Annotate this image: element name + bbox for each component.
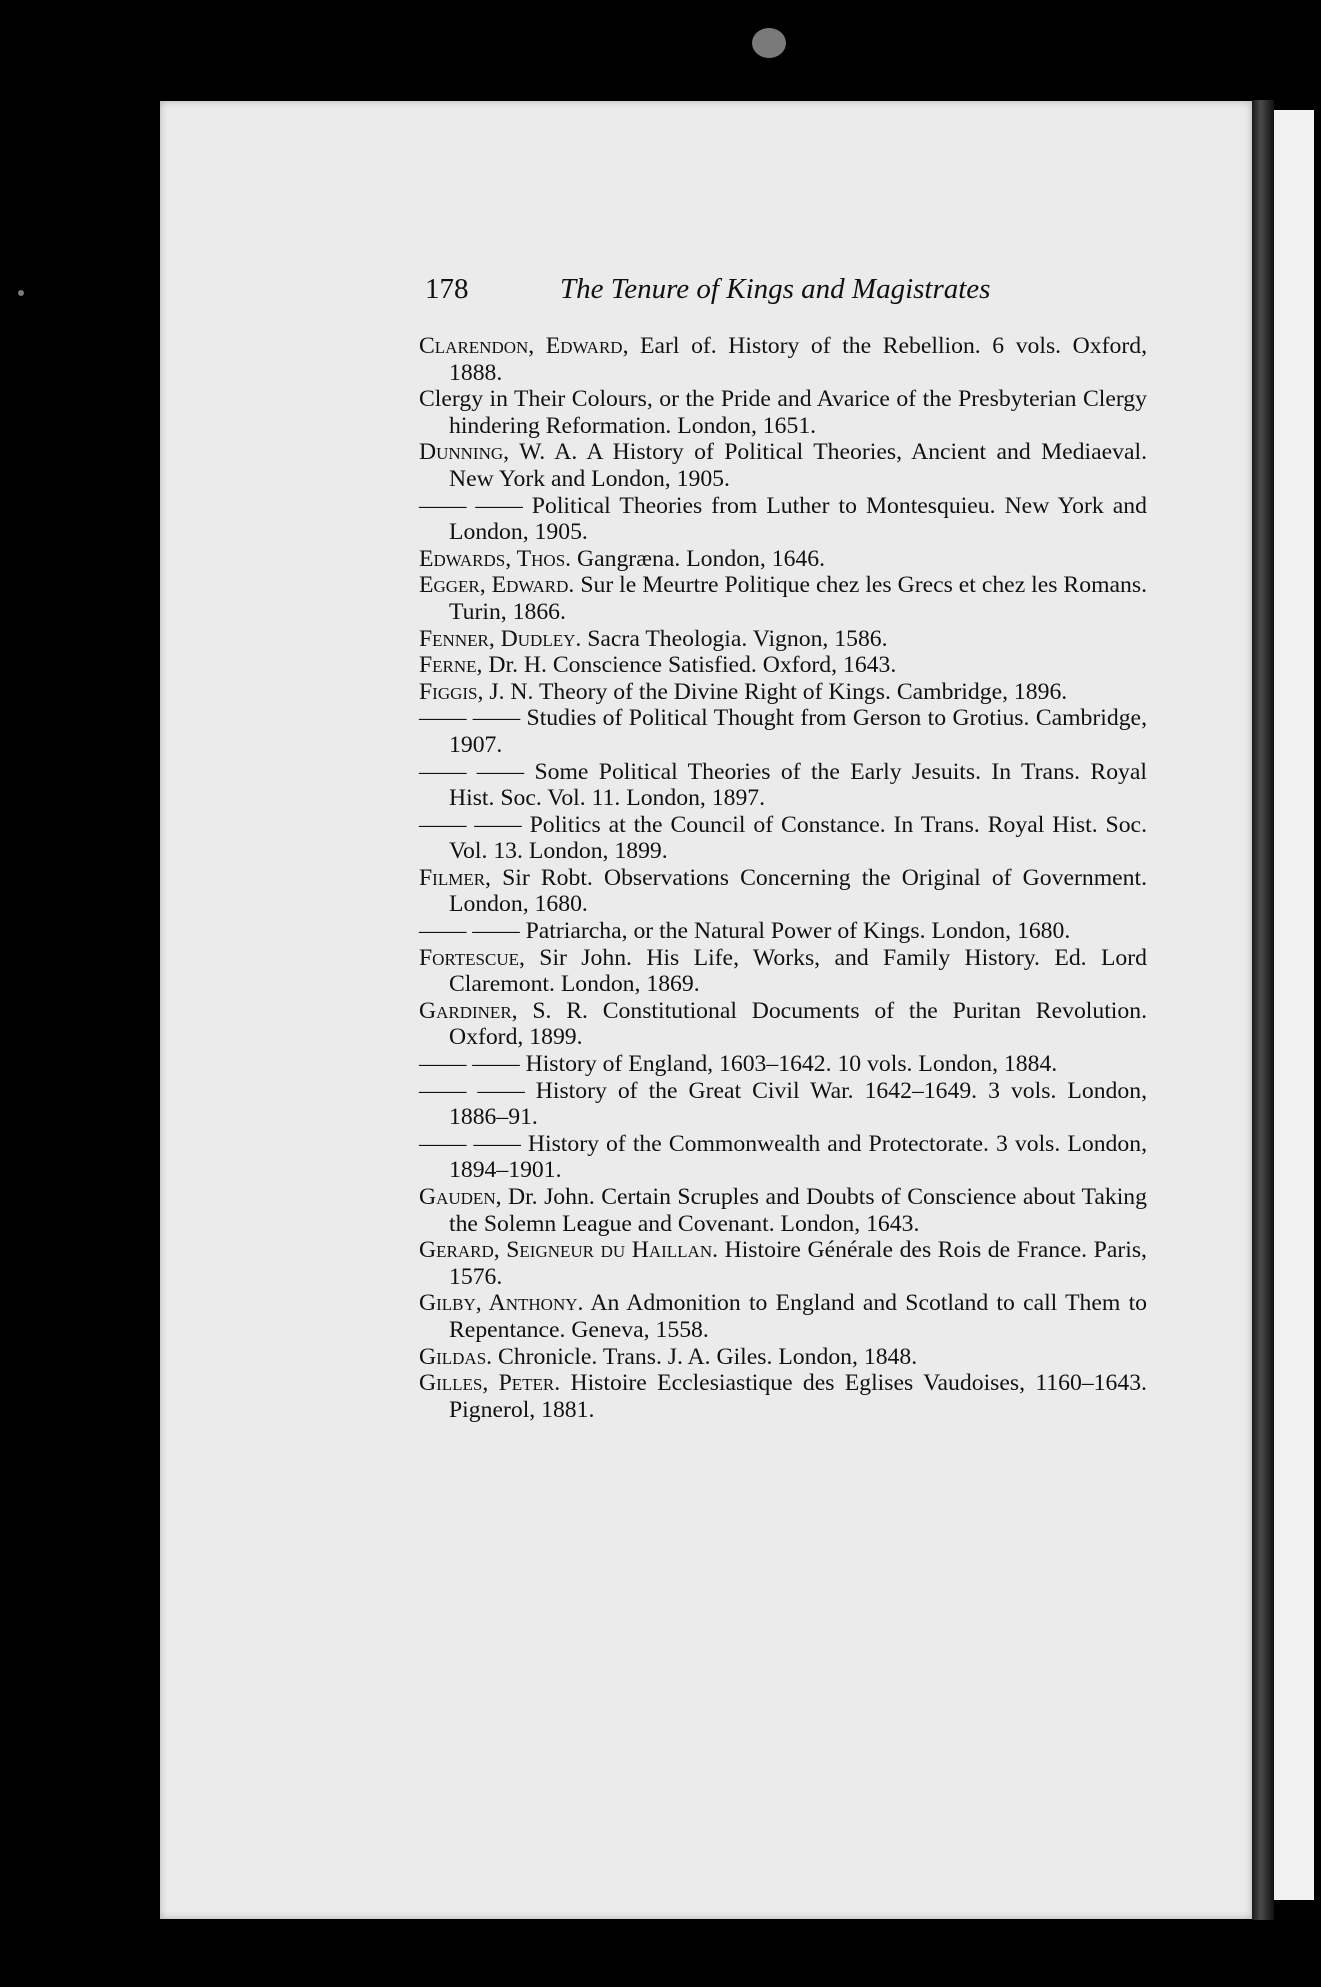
entry-text: —— —— Patriarcha, or the Natural Power of Kings. London, 1680.	[419, 918, 1071, 945]
bibliography-entry	[419, 1131, 1147, 1184]
bibliography-entry	[419, 679, 1147, 706]
entry-author: Edwards, Thos.	[419, 545, 572, 572]
entry-text: Histoire Ecclesiastique des Eglises Vaudoises, 1160–1643. Pignerol, 1881.	[449, 1370, 1147, 1423]
entry-text: Sur le Meurtre Politique chez les Grecs et chez les Romans. Turin, 1866.	[449, 572, 1148, 625]
entry-text: Dr. H. Conscience Satisfied. Oxford, 1643.	[482, 652, 897, 679]
entry-text: —— —— Some Political Theories of the Early Jesuits. In Trans. Royal Hist. Soc. Vol. 11. London, 1897.	[419, 758, 1147, 812]
entry-text: —— —— Studies of Political Thought from Gerson to Grotius. Cambridge, 1907.	[419, 705, 1147, 758]
facing-page-strip	[1274, 110, 1314, 1900]
entry-text: Earl of. History of the Rebellion. 6 vols. Oxford, 1888.	[449, 333, 1147, 386]
entry-text: Sir John. His Life, Works, and Family History. Ed. Lord Claremont. London, 1869.	[449, 944, 1147, 998]
bibliography-entry	[419, 439, 1147, 492]
bibliography-entry	[419, 333, 1147, 386]
entry-author: Egger, Edward.	[419, 572, 575, 599]
entry-author: Ferne,	[419, 652, 483, 679]
entry-author: Gildas.	[419, 1343, 493, 1370]
entry-author: Fortescue,	[419, 944, 525, 971]
entry-text: —— —— History of England, 1603–1642. 10 vols. London, 1884.	[419, 1051, 1058, 1078]
entry-author: Gilby, Anthony.	[419, 1290, 584, 1317]
dust-speck	[18, 290, 24, 296]
page-number: 178	[425, 273, 469, 305]
bibliography-entry	[419, 386, 1147, 439]
running-title: The Tenure of Kings and Magistrates	[560, 273, 991, 305]
entry-author: Gerard, Seigneur du Haillan.	[419, 1237, 719, 1264]
bibliography-entry	[419, 546, 1147, 573]
page-edge-shadow	[1252, 100, 1274, 1920]
bibliography-entry	[419, 572, 1147, 625]
entry-text: J. N. Theory of the Divine Right of Kings. Cambridge, 1896.	[483, 678, 1068, 705]
bibliography-entry	[419, 812, 1147, 865]
bibliography-entry	[419, 1051, 1147, 1078]
entry-author: Fenner, Dudley.	[419, 625, 582, 652]
bibliography-entry	[419, 1078, 1147, 1131]
entry-text: —— —— History of the Great Civil War. 1642–1649. 3 vols. London, 1886–91.	[419, 1077, 1147, 1131]
entry-text: S. R. Constitutional Documents of the Puritan Revolution. Oxford, 1899.	[449, 997, 1147, 1051]
bibliography-entry	[419, 705, 1147, 758]
entry-author: Figgis,	[419, 678, 484, 705]
bibliography-entry	[419, 865, 1147, 918]
entry-author: Gilles, Peter.	[419, 1370, 561, 1397]
bibliography-entry	[419, 626, 1147, 653]
bibliography-entry	[419, 1370, 1147, 1423]
bibliography-entry	[419, 1290, 1147, 1343]
bibliography-entry	[419, 918, 1147, 945]
entry-text: —— —— Politics at the Council of Constance. In Trans. Royal Hist. Soc. Vol. 13. London, 1899.	[419, 811, 1147, 865]
entry-author: Filmer,	[419, 864, 491, 891]
entry-text: Dr. John. Certain Scruples and Doubts of Conscience about Taking the Solemn League and Covenant. London, 1643.	[449, 1184, 1147, 1237]
entry-author: Clarendon, Edward,	[419, 333, 629, 359]
entry-text: Sacra Theologia. Vignon, 1586.	[581, 625, 888, 652]
entry-text: Histoire Générale des Rois de France. Paris, 1576.	[449, 1237, 1147, 1290]
bibliography-entry	[419, 493, 1147, 546]
entry-text: —— —— Political Theories from Luther to Montesquieu. New York and London, 1905.	[419, 492, 1147, 546]
bibliography-entry	[419, 1184, 1147, 1237]
entry-author: Gauden,	[419, 1184, 502, 1210]
bibliography-entry	[419, 1344, 1147, 1371]
bibliography-entry	[419, 998, 1147, 1051]
entry-text: Sir Robt. Observations Concerning the Original of Government. London, 1680.	[449, 864, 1147, 918]
entry-text: Clergy in Their Colours, or the Pride and Avarice of the Presbyterian Clergy hindering Reformation. London, 1651.	[419, 386, 1147, 439]
entry-text: Chronicle. Trans. J. A. Giles. London, 1848.	[492, 1343, 918, 1370]
bibliography-entry	[419, 759, 1147, 812]
bibliography-list	[419, 333, 1147, 1423]
entry-author: Dunning,	[419, 439, 510, 466]
entry-author: Gardiner,	[419, 997, 518, 1024]
bibliography-entry	[419, 652, 1147, 679]
entry-text: W. A. A History of Political Theories, Ancient and Mediaeval. New York and London, 1905.	[449, 439, 1147, 492]
entry-text: Gangræna. London, 1646.	[571, 545, 826, 572]
bibliography-entry	[419, 1237, 1147, 1290]
bibliography-entry	[419, 945, 1147, 998]
entry-text: —— —— History of the Commonwealth and Protectorate. 3 vols. London, 1894–1901.	[419, 1130, 1147, 1184]
entry-text: An Admonition to England and Scotland to call Them to Repentance. Geneva, 1558.	[449, 1290, 1147, 1343]
dust-speck	[752, 28, 786, 58]
